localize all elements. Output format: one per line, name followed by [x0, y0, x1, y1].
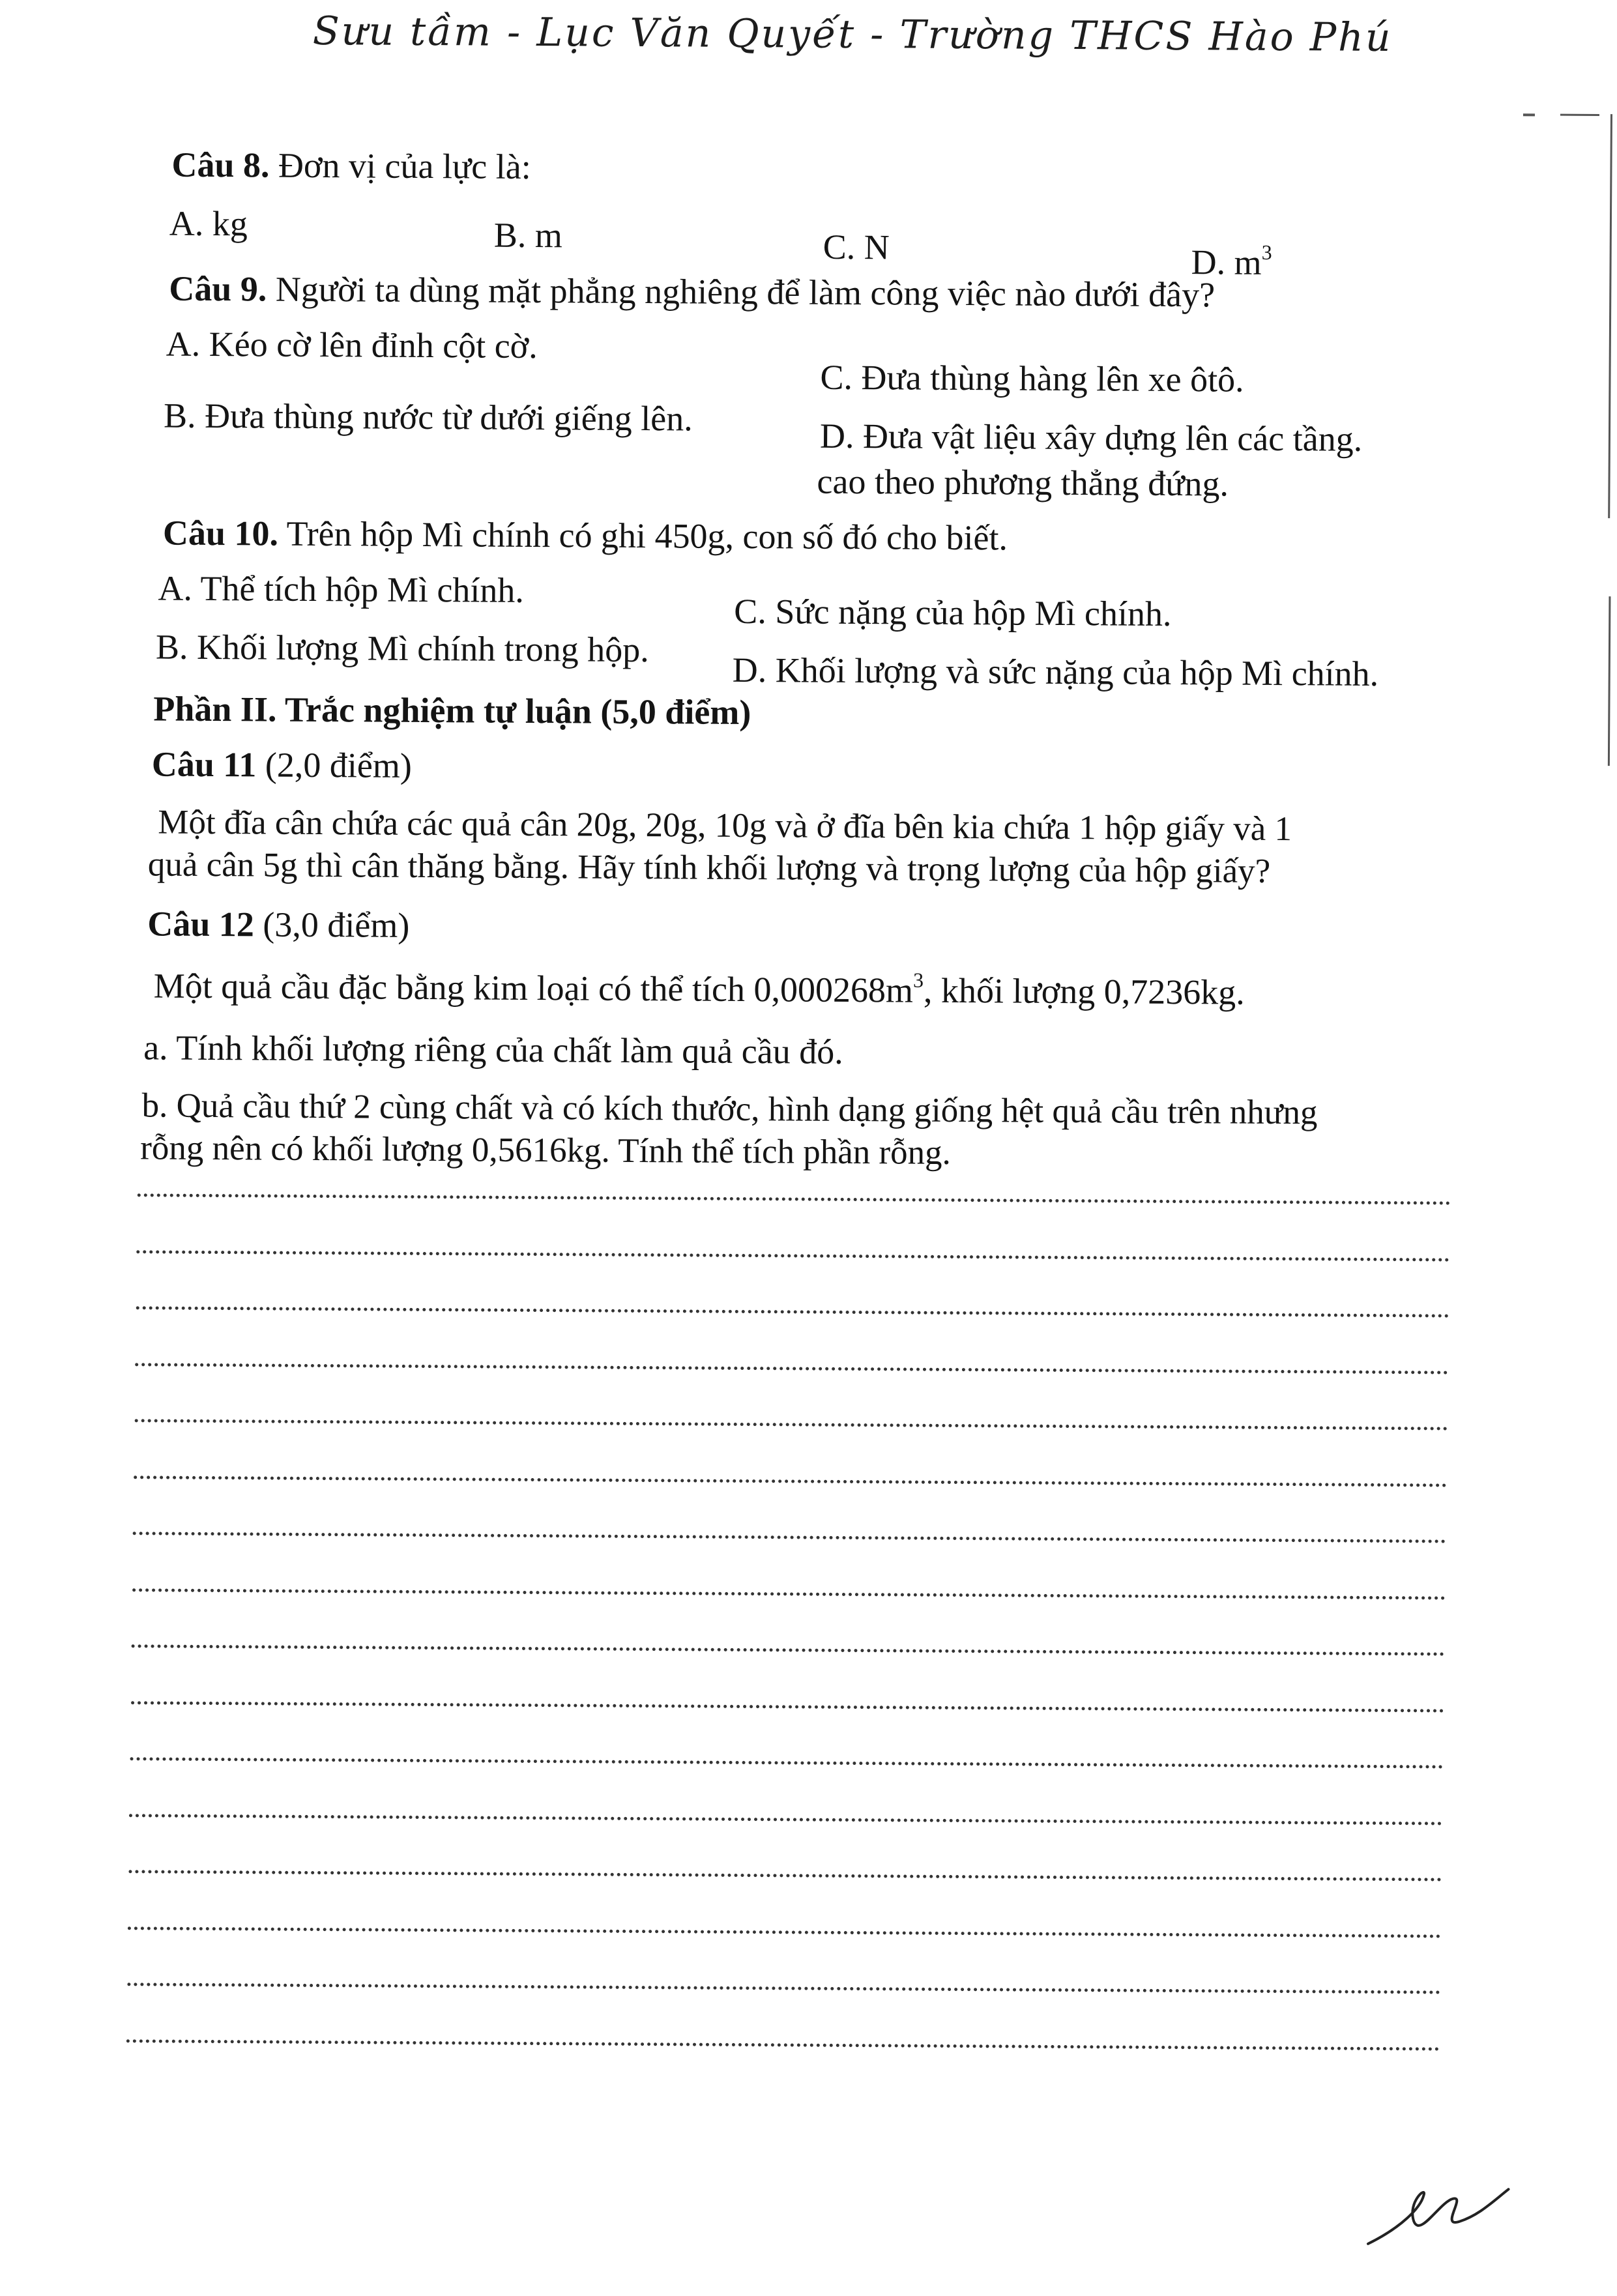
q10-option-d: D. Khối lượng và sức nặng của hộp Mì chính. — [732, 650, 1379, 693]
q8-option-a: A. kg — [169, 203, 248, 244]
question-10 — [163, 513, 1008, 559]
q9-option-c: C. Đưa thùng hàng lên xe ôtô. — [820, 357, 1244, 400]
answer-dotted-line — [132, 1644, 1445, 1655]
answer-dotted-line — [128, 1926, 1441, 1938]
q12-part-b-line-1: b. Quả cầu thứ 2 cùng chất và có kích thước, hình dạng giống hệt quả cầu trên nhưng — [141, 1086, 1318, 1132]
question-11 — [152, 744, 412, 785]
question-8-text: Đơn vị của lực là: — [269, 145, 531, 186]
answer-dotted-line — [134, 1419, 1448, 1430]
answer-dotted-line — [138, 1193, 1451, 1204]
question-9 — [169, 269, 1215, 315]
q8-option-b: B. m — [493, 215, 563, 255]
q11-line-2: quả cân 5g thì cân thăng bằng. Hãy tính khối lượng và trọng lượng của hộp giấy? — [147, 845, 1271, 890]
q10-option-a: A. Thể tích hộp Mì chính. — [158, 568, 525, 610]
answer-area — [0, 0, 1617, 10]
q9-option-a: A. Kéo cờ lên đỉnh cột cờ. — [166, 324, 538, 366]
q12-part-a: a. Tính khối lượng riêng của chất làm quả cầu đó. — [143, 1028, 843, 1071]
question-8-label: Câu 8. — [171, 145, 270, 185]
q10-option-c: C. Sức nặng của hộp Mì chính. — [734, 591, 1172, 633]
question-9-text: Người ta dùng mặt phẳng nghiêng để làm công việc nào dưới đây? — [267, 269, 1216, 315]
answer-dotted-line — [131, 1701, 1444, 1712]
question-11-points: (2,0 điểm) — [256, 745, 413, 785]
q11-line-1: Một đĩa cân chứa các quả cân 20g, 20g, 10g và ở đĩa bên kia chứa 1 hộp giấy và 1 — [158, 803, 1292, 849]
question-11-label: Câu 11 — [151, 744, 257, 785]
answer-dotted-line — [128, 1870, 1442, 1881]
answer-dotted-line — [133, 1532, 1446, 1543]
q9-option-b: B. Đưa thùng nước từ dưới giếng lên. — [163, 396, 693, 439]
scan-mark — [1560, 114, 1599, 116]
question-12-label: Câu 12 — [147, 904, 255, 944]
answer-dotted-line — [137, 1250, 1450, 1261]
part-2-heading: Phần II. Trắc nghiệm tự luận (5,0 điểm) — [153, 689, 751, 733]
question-9-label: Câu 9. — [169, 269, 267, 309]
scan-mark — [1523, 113, 1535, 116]
handwritten-header: Sưu tầm - Lục Văn Quyết - Trường THCS Hào Phú — [312, 8, 1393, 61]
answer-dotted-line — [127, 1983, 1440, 1994]
answer-dotted-line — [135, 1363, 1448, 1374]
question-12 — [147, 903, 409, 945]
answer-dotted-line — [130, 1757, 1444, 1768]
question-12-points: (3,0 điểm) — [254, 905, 410, 945]
q12-intro-sup: 3 — [912, 968, 924, 992]
q9-option-d-line2: cao theo phương thẳng đứng. — [817, 461, 1229, 504]
scan-edge-line — [1608, 114, 1612, 518]
question-8 — [171, 145, 531, 187]
signature-scribble — [1362, 2182, 1512, 2254]
q8-option-d-sup: 3 — [1261, 240, 1272, 264]
q9-option-d-line1: D. Đưa vật liệu xây dựng lên các tầng. — [819, 416, 1363, 459]
answer-dotted-line — [126, 2039, 1440, 2050]
question-10-text: Trên hộp Mì chính có ghi 450g, con số đó cho biết. — [278, 514, 1008, 558]
answer-dotted-line — [132, 1588, 1446, 1599]
answer-dotted-line — [134, 1475, 1447, 1487]
scan-edge-line — [1608, 596, 1611, 766]
answer-dotted-line — [129, 1814, 1442, 1825]
question-10-label: Câu 10. — [162, 513, 279, 553]
q12-part-b-line-2: rỗng nên có khối lượng 0,5616kg. Tính thể tích phần rỗng. — [140, 1129, 952, 1172]
q12-intro-text-2: , khối lượng 0,7236kg. — [923, 970, 1245, 1012]
q8-option-d-text: D. m — [1191, 242, 1262, 282]
answer-dotted-line — [136, 1306, 1449, 1317]
q12-intro — [154, 965, 1245, 1012]
q10-option-b: B. Khối lượng Mì chính trong hộp. — [155, 627, 649, 670]
q12-intro-text: Một quả cầu đặc bằng kim loại có thể tích 0,000268m — [153, 966, 914, 1010]
q8-option-c: C. N — [823, 227, 890, 267]
